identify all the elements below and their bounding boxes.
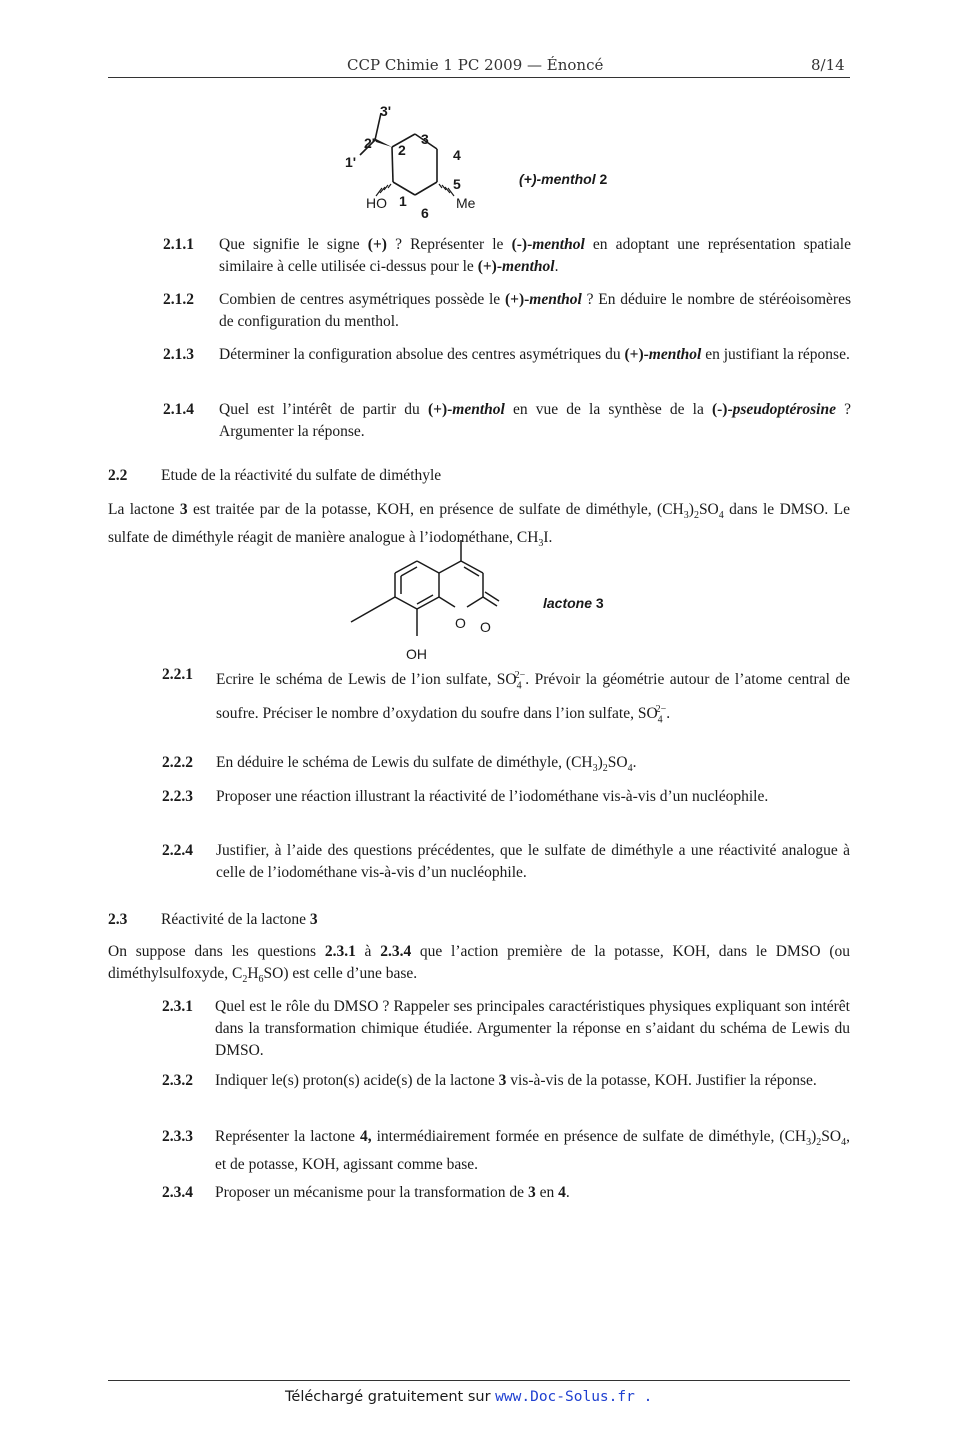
- menthol-structure: [335, 105, 495, 220]
- atom-label-5: 5: [453, 176, 461, 192]
- atom-label-1p: 1': [345, 154, 357, 170]
- paragraph-2-2: La lactone 3 est traitée par de la potasse, KOH, en présence de sulfate de diméthyle, $(CH_3)_2SO_4$ dans le DMSO. Le sulfate de diméthyle réagit de manière analogue à l’iodométhane, $CH_3I$.: [108, 501, 850, 550]
- atom-label-2p: 2': [364, 135, 376, 151]
- hydroxyl-label: HO: [366, 195, 387, 211]
- atom-label-3p: 3': [380, 105, 392, 119]
- footer-link[interactable]: www.Doc-Solus.fr: [495, 1389, 635, 1405]
- page-number: 8/14: [811, 56, 845, 74]
- lactone-caption: lactone 3: [543, 595, 604, 611]
- footer: Téléchargé gratuitement sur www.Doc-Solus.fr .: [285, 1389, 653, 1405]
- menthol-caption: (+)-menthol 2: [519, 171, 608, 187]
- header-rule: [108, 77, 850, 78]
- methyl-label: Me: [456, 195, 476, 211]
- hydroxyl-label: OH: [406, 646, 427, 662]
- ring-oxygen-label: O: [455, 615, 466, 631]
- lactone-structure: [345, 540, 505, 665]
- atom-label-2: 2: [398, 142, 406, 158]
- carbonyl-oxygen-label: O: [480, 619, 491, 635]
- atom-label-3: 3: [421, 131, 429, 147]
- header-title: CCP Chimie 1 PC 2009 — Énoncé: [347, 56, 604, 74]
- paragraph-2-3: On suppose dans les questions 2.3.1 à 2.3.4 que l’action première de la potasse, KOH, dans le DMSO (ou diméthylsulfoxyde, $C_2H_6SO$) est celle d’une base.: [108, 943, 850, 986]
- atom-label-1: 1: [399, 193, 407, 209]
- atom-label-4: 4: [453, 147, 461, 163]
- footer-rule: [108, 1380, 850, 1381]
- atom-label-6: 6: [421, 205, 429, 220]
